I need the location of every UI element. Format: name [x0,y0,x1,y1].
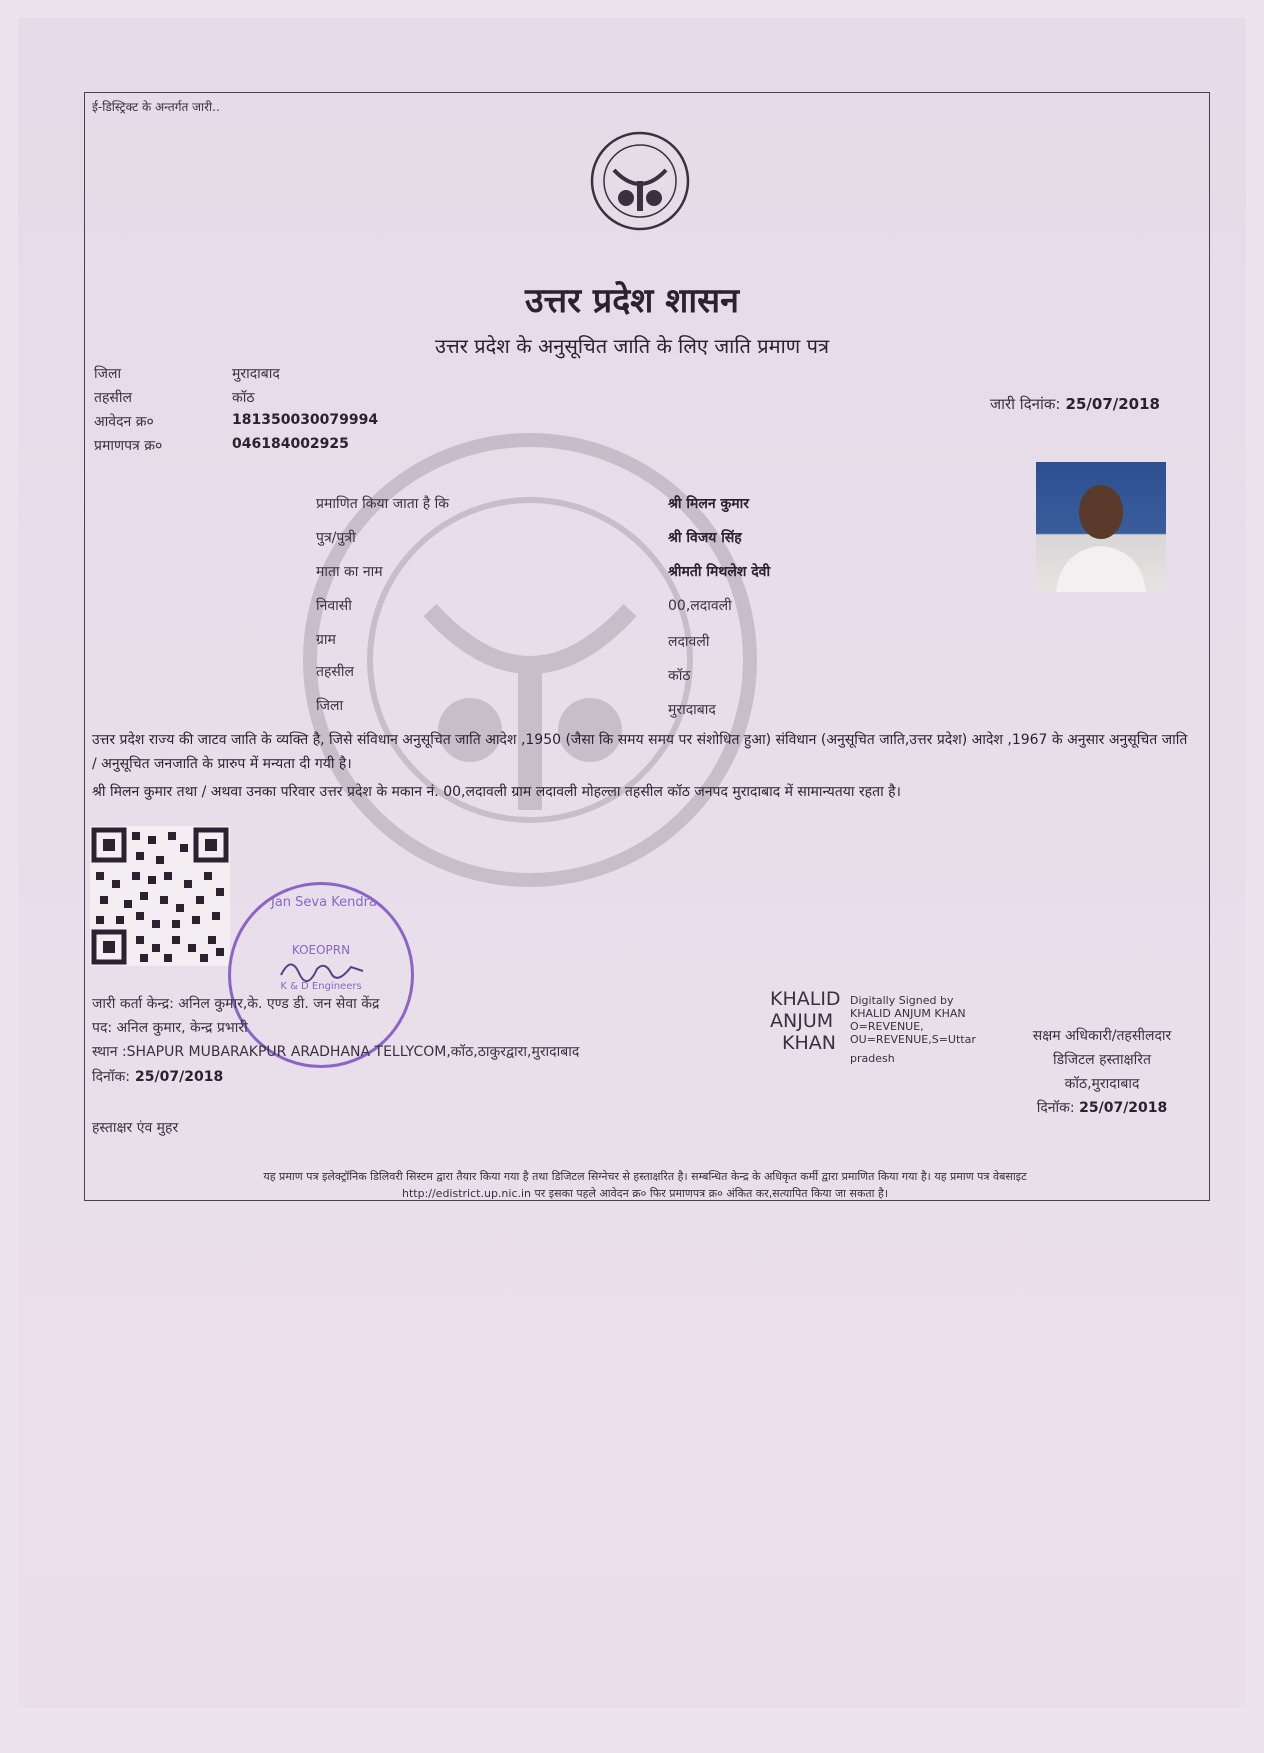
certificate-label: प्रमाणपत्र क्र० [94,438,163,454]
district-value: मुरादाबाद [232,366,280,382]
uttar-pradesh-emblem-icon [588,126,692,236]
issuer-date [92,1066,223,1086]
detail-value: मुरादाबाद [668,702,716,718]
issuer-date-label: दिनॉक: [92,1069,130,1085]
applicant-photo [1036,462,1166,592]
authority-date-label: दिनॉक: [1036,1100,1075,1116]
signer-name-line1: KHALID [770,988,841,1010]
footer-line1: यह प्रमाण पत्र इलेक्ट्रॉनिक डिलिवरी सिस्टम द्वारा तैयार किया गया है तथा डिजिटल सिग्नेचर से हस्ताक्षरित है। सम्बन्धित केन्द्र के अधिकृत कर्मी द्वारा प्रमाणित किया गया है। यह प्रमाण पत्र वेबसाइट [263,1170,1027,1183]
issuer-designation: पद: अनिल कुमार, केन्द्र प्रभारी [92,1020,248,1036]
signer-name-line2: ANJUM [770,1010,834,1032]
sign-info-line4: OU=REVENUE,S=Uttar [850,1033,976,1046]
detail-label: प्रमाणित किया जाता है कि [316,496,450,512]
detail-label: जिला [316,698,344,714]
caste-paragraph: उत्तर प्रदेश राज्य की जाटव जाति के व्यक्ति है, जिसे संविधान अनुसूचित जाति आदेश ,1950 (जैसा कि समय समय पर संशोधित हुआ) संविधान (अनुसूचित जाति,उत्तर प्रदेश) आदेश ,1967 के अनुसार अनुसूचित जाति / अनुसूचित जनजाति के प्रारुप में मन्यता दी गयी है। [92,732,1188,772]
issue-date-value: 25/07/2018 [1065,395,1160,413]
person-photo-icon [1036,462,1166,592]
page-subtitle: उत्तर प्रदेश के अनुसूचित जाति के लिए जाति प्रमाण पत्र [434,334,830,358]
digital-signer-name [770,988,841,1054]
sign-info-line3: O=REVENUE, [850,1020,924,1033]
signature-seal-label: हस्ताक्षर एंव मुहर [92,1120,179,1136]
tehsil-value: कॉठ [232,390,255,406]
certificate-value: 046184002925 [232,436,349,452]
residence-paragraph: श्री मिलन कुमार तथा / अथवा उनका परिवार उत्तर प्रदेश के मकान नं. 00,लदावली ग्राम लदावली मोहल्ला तहसील कॉठ जनपद मुरादाबाद में सामान्यतया रहता है। [92,784,901,800]
detail-label: तहसील [316,664,354,680]
district-label: जिला [94,366,122,382]
detail-label: निवासी [316,598,352,614]
handwritten-signature-icon [277,953,367,983]
detail-value: 00,लदावली [668,598,732,614]
detail-value: लदावली [668,634,710,650]
detail-value: कॉठ [668,668,691,684]
issue-date-label: जारी दिनांक: [990,395,1061,413]
detail-label: पुत्र/पुत्री [316,530,356,546]
page-title: उत्तर प्रदेश शासन [524,281,739,321]
digital-signature-info [850,994,976,1065]
authority-line2: डिजिटल हस्ताक्षरित [1053,1052,1151,1068]
detail-value: श्री विजय सिंह [668,530,742,546]
footer-note [130,1168,1160,1202]
issuer-place: स्थान :SHAPUR MUBARAKPUR ARADHANA TELLYCOM,कॉठ,ठाकुरद्वारा,मुरादाबाद [92,1044,580,1060]
tehsil-label: तहसील [94,390,132,406]
sign-info-line1: Digitally Signed by [850,994,954,1007]
sign-info-line5: pradesh [850,1052,895,1065]
detail-label: माता का नाम [316,564,383,580]
issuer-center: जारी कर्ता केन्द्र: अनिल कुमार,के. एण्ड डी. जन सेवा केंद्र [92,996,380,1012]
issued-under-text: ई-डिस्ट्रिक्ट के अन्तर्गत जारी.. [92,100,220,114]
competent-authority [1002,1024,1202,1120]
stamp-line1: Jan Seva Kendra [271,895,377,910]
issuer-date-value: 25/07/2018 [135,1069,224,1085]
application-value: 181350030079994 [232,412,379,428]
qr-code-icon [90,826,230,966]
detail-value: श्रीमती मिथलेश देवी [668,564,771,580]
footer-line2: http://edistrict.up.nic.in पर इसका पहले आवेदन क्र० फिर प्रमाणपत्र क्र० अंकित कर,सत्यापित किया जा सकता है। [401,1187,889,1200]
application-label: आवेदन क्र० [94,414,154,430]
detail-label: ग्राम [316,632,336,648]
signer-name-line3: KHAN [782,1032,836,1054]
jan-seva-kendra-stamp [228,882,414,1068]
authority-line3: कॉठ,मुरादाबाद [1064,1076,1140,1092]
stamp-line3: K & D Engineers [280,981,362,992]
authority-date-value: 25/07/2018 [1079,1100,1168,1116]
authority-line1: सक्षम अधिकारी/तहसीलदार [1032,1028,1172,1044]
detail-value: श्री मिलन कुमार [668,496,750,512]
issue-date [990,394,1160,414]
stamp-line2: KOEOPRN [291,943,351,957]
sign-info-line2: KHALID ANJUM KHAN [850,1007,966,1020]
